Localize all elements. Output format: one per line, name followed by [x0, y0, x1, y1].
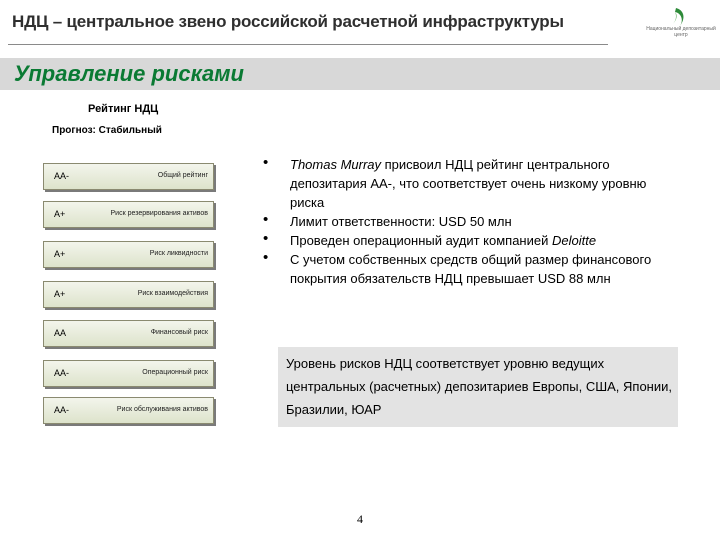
risk-box-asset-servicing — [43, 397, 214, 424]
risk-label: Риск резервирования активов — [110, 210, 208, 217]
risk-box-interaction — [43, 281, 214, 308]
risk-label: Общий рейтинг — [157, 172, 208, 179]
bullet-company: Deloitte — [551, 233, 597, 248]
risk-grade: AA- — [54, 405, 70, 415]
risk-label: Риск обслуживания активов — [116, 406, 208, 413]
risk-box-financial — [43, 320, 214, 347]
bullet-text: Лимит ответственности: USD 50 млн — [290, 214, 512, 229]
risk-grade: A+ — [54, 249, 66, 259]
risk-grade: AA- — [54, 171, 70, 181]
risk-box-operational — [43, 360, 214, 387]
risk-box-asset-reservation — [43, 201, 214, 228]
bullet-coverage — [262, 250, 682, 288]
page-number: 4 — [357, 512, 363, 526]
slide-header-title: НДЦ – центральное звено российской расчетной инфраструктуры — [12, 12, 564, 31]
bullet-text: Проведен операционный аудит компанией — [290, 233, 552, 248]
key-facts-list — [262, 155, 682, 288]
bullet-liability-limit — [262, 212, 682, 231]
bullet-lead: Thomas Murray — [290, 157, 382, 172]
section-title: Управление рисками — [14, 61, 244, 86]
header-divider — [8, 44, 608, 45]
summary-text: Уровень рисков НДЦ соответствует уровню ведущих центральных (расчетных) депозитариев Европы, США, Японии, Бразилии, ЮАР — [286, 356, 673, 417]
rating-title: Рейтинг НДЦ — [88, 103, 159, 115]
bullet-text: С учетом собственных средств общий размер финансового покрытия обязательств НДЦ превышает USD 88 млн — [290, 252, 652, 286]
bullet-audit — [262, 231, 682, 250]
logo-caption: Национальный депозитарный центр — [646, 26, 716, 38]
risk-grade: AA — [54, 328, 67, 338]
risk-label: Риск взаимодействия — [137, 290, 208, 297]
risk-grade: A+ — [54, 209, 66, 219]
risk-grade: A+ — [54, 289, 66, 299]
risk-box-liquidity — [43, 241, 214, 268]
risk-label: Риск ликвидности — [149, 250, 208, 257]
bullet-thomas-murray — [262, 155, 682, 212]
risk-box-overall — [43, 163, 214, 190]
risk-label: Финансовый риск — [150, 329, 208, 336]
summary-box — [278, 347, 678, 427]
bullet-text: присвоил НДЦ рейтинг центрального депозитария AA-, что соответствует очень низкому уровню риска — [290, 157, 647, 210]
rating-forecast: Прогноз: Стабильный — [52, 125, 162, 136]
risk-label: Операционный риск — [142, 369, 208, 376]
risk-grade: AA- — [54, 368, 70, 378]
